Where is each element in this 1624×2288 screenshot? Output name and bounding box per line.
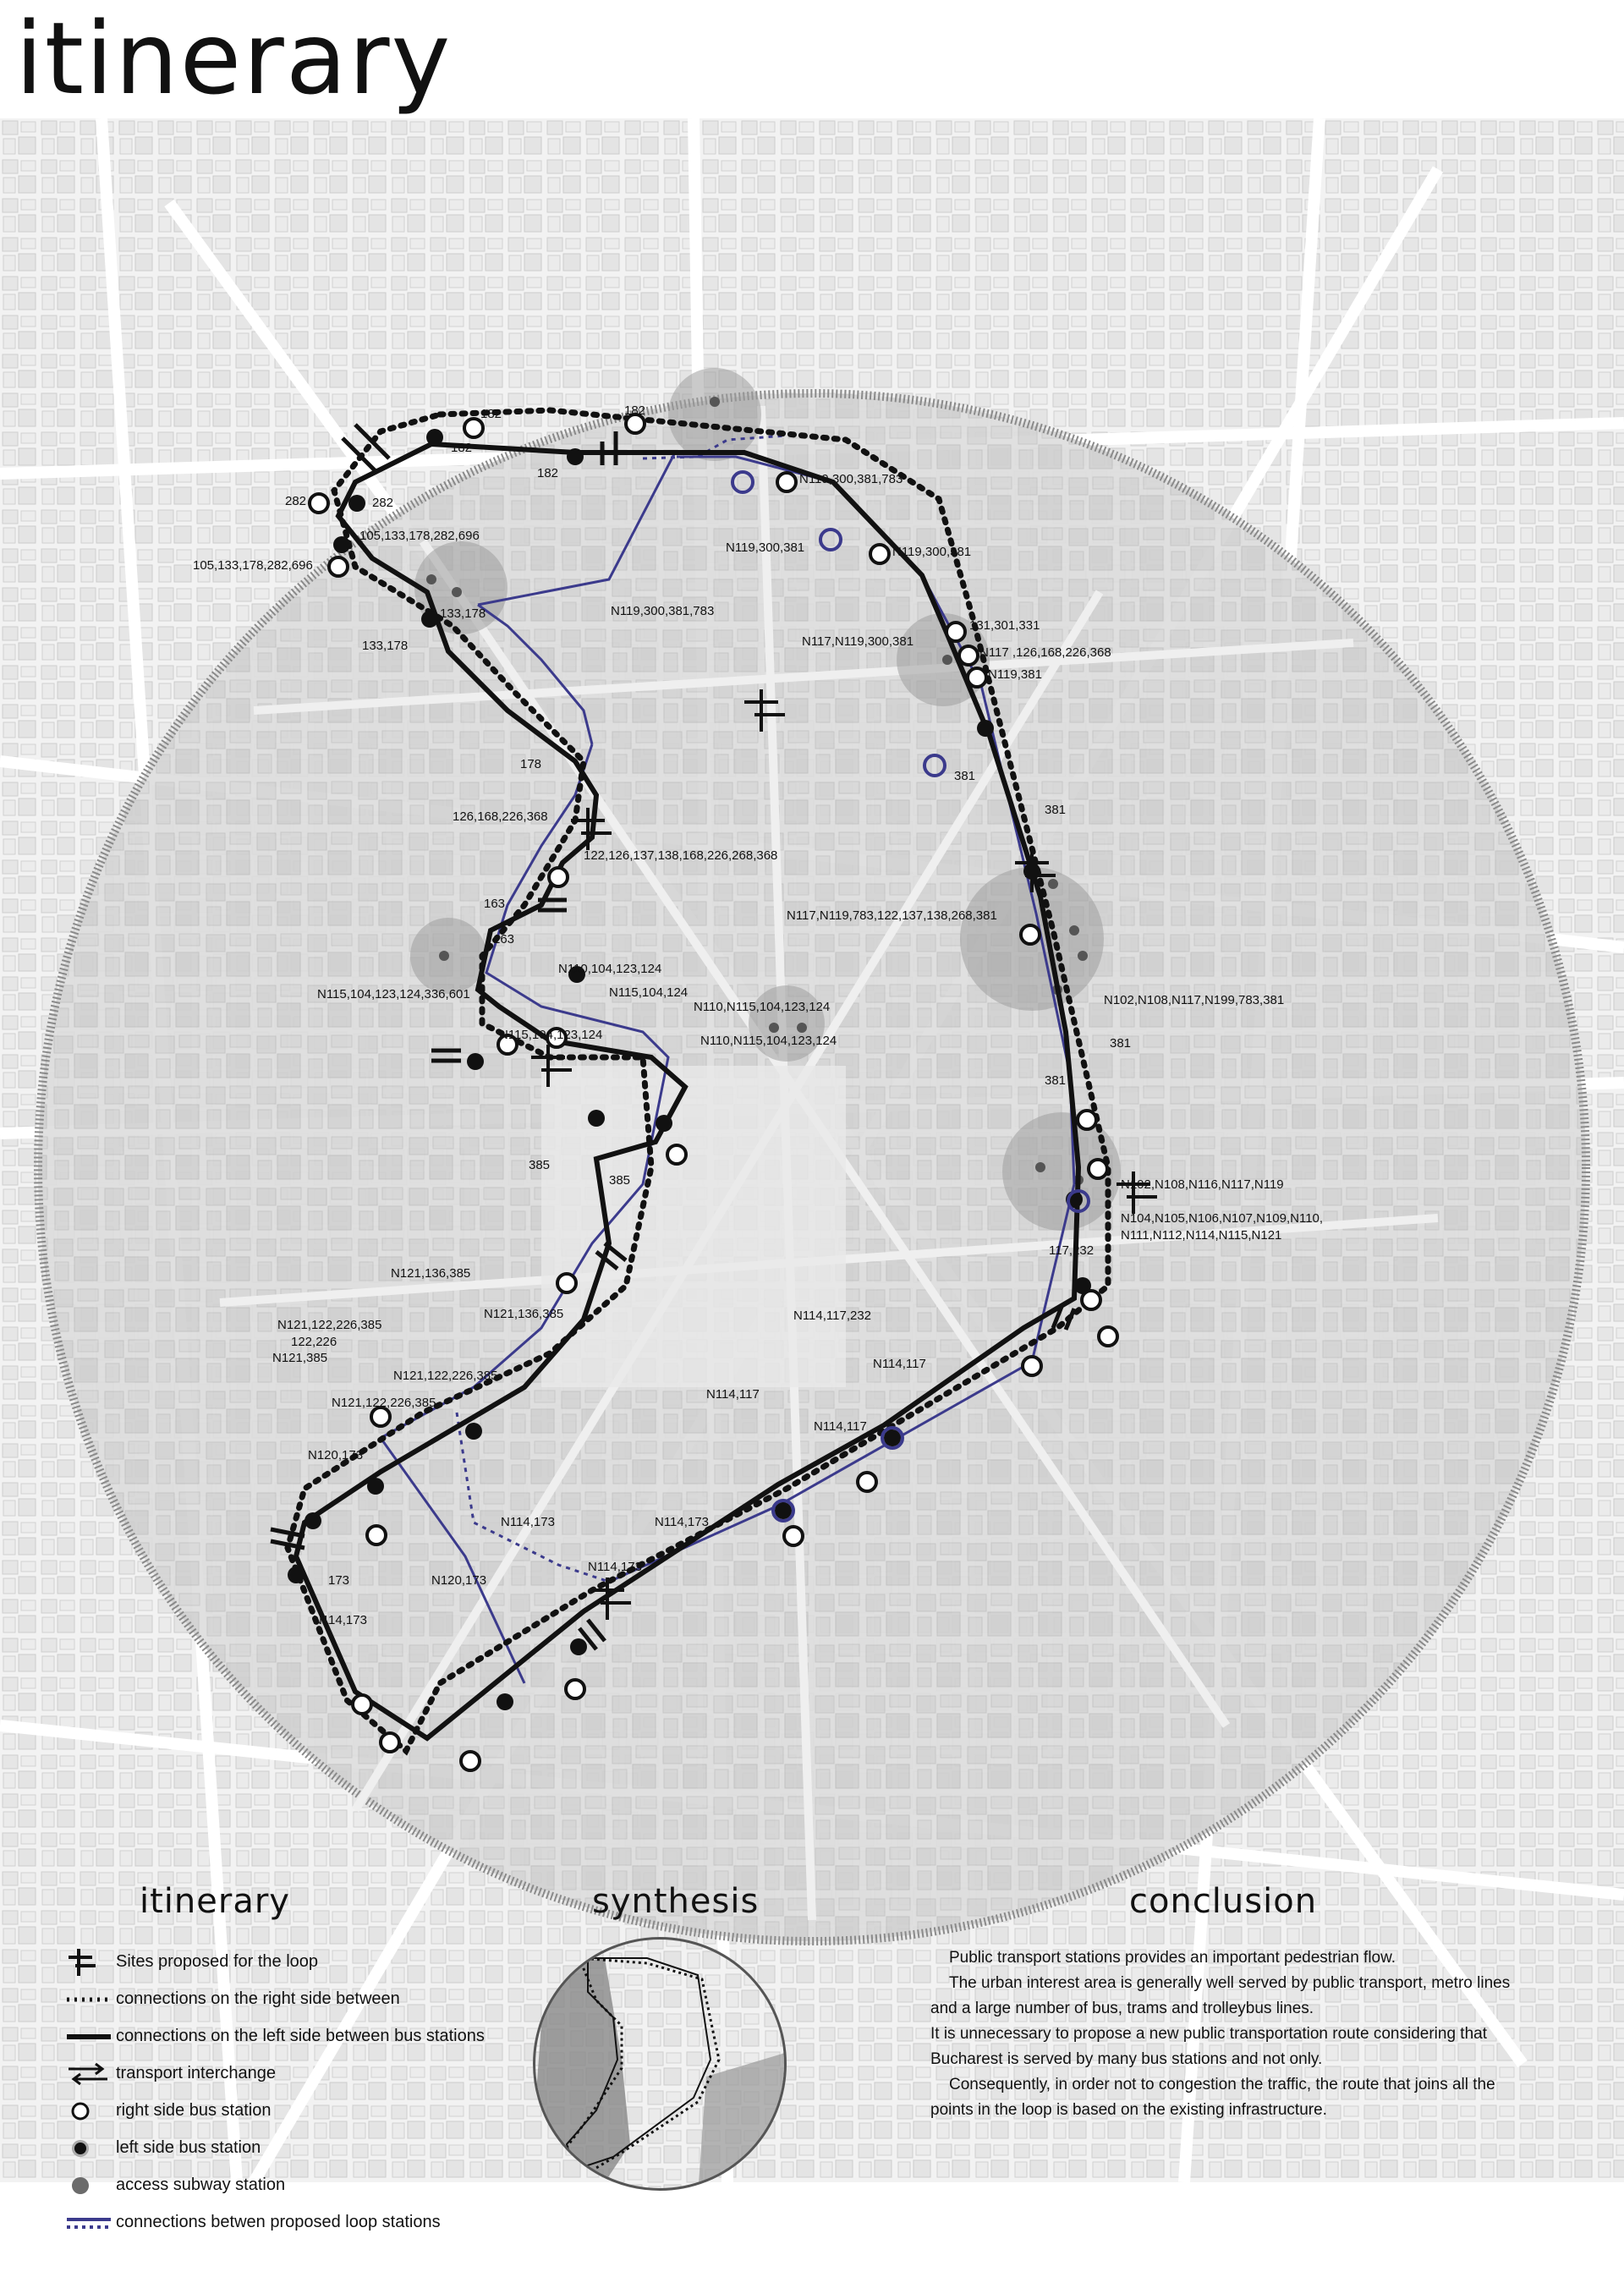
blue-line-icon (63, 2206, 114, 2240)
legend-item: connections on the left side between bus stations (63, 2020, 537, 2054)
map-label: 381 (1045, 1073, 1067, 1088)
page-title: itinerary (15, 0, 453, 117)
map-label: N114,173 (655, 1515, 709, 1529)
synthesis-title: synthesis (592, 1882, 760, 1921)
map-label: 182 (537, 466, 559, 480)
map-label: 182 (451, 441, 473, 455)
map-label: 163 (484, 897, 506, 911)
map-label: N110,104,123,124 (558, 962, 662, 976)
map-label: N104,N105,N106,N107,N109,N110, (1121, 1211, 1324, 1226)
legend-item: connections on the right side between (63, 1983, 537, 2016)
map-label: N114,117 (814, 1419, 867, 1434)
legend-item: Sites proposed for the loop (63, 1945, 537, 1979)
map-label: N121,136,385 (391, 1266, 471, 1281)
gray-circle-icon (63, 2169, 114, 2203)
map-label: 131,301,331 (969, 618, 1040, 633)
legend-item: left side bus station (63, 2132, 537, 2165)
map-label: N114,173 (501, 1515, 555, 1529)
map-label: 385 (609, 1173, 631, 1188)
map-label: N115,104,123,124,336,601 (317, 987, 470, 1001)
map-label: 122,226 (291, 1335, 337, 1349)
map-label: 178 (520, 757, 542, 771)
legend-item: access subway station (63, 2169, 537, 2203)
map-label: N110,N115,104,123,124 (700, 1034, 837, 1048)
map-label: 381 (1110, 1036, 1132, 1051)
map-label: 182 (624, 403, 646, 418)
park-area (541, 1066, 846, 1387)
map-label: N121,385 (272, 1351, 328, 1365)
map-label: N120,173 (431, 1573, 487, 1588)
synthesis-diagram (529, 1933, 791, 2195)
solid-line-icon (63, 2020, 114, 2054)
open-circle-icon (63, 2094, 114, 2128)
map-label: 163 (493, 932, 515, 946)
map-label: N121,136,385 (484, 1307, 564, 1321)
map-label: N114,173 (313, 1613, 367, 1627)
map-label: N119,381 (988, 667, 1042, 682)
map-label: N120,173 (308, 1448, 364, 1462)
map-label: 282 (372, 496, 394, 510)
map-label: N114,117 (706, 1387, 760, 1402)
map-label: N119,300,381 (892, 545, 972, 559)
map-label: N110,N115,104,123,124 (694, 1000, 831, 1014)
map-label: 182 (480, 407, 502, 421)
map-label: N119,300,381,783 (799, 472, 903, 486)
conclusion-paragraph: Consequently, in order not to congestion the traffic, the route that joins all the points in the loop is based on the existing infrastructure. (930, 2076, 1495, 2119)
legend-title: itinerary (140, 1882, 290, 1921)
map-label: 381 (1045, 803, 1067, 817)
map-label: N117,N119,783,122,137,138,268,381 (787, 908, 997, 923)
conclusion-paragraph: The urban interest area is generally well served by public transport, metro lines and a large number of bus, trams and trolleybus lines. (930, 1974, 1511, 2017)
map-label: 282 (285, 494, 307, 508)
map-label: N121,122,226,385 (393, 1369, 498, 1383)
map-label: N121,122,226,385 (332, 1396, 436, 1410)
filled-circle-icon (63, 2132, 114, 2165)
map-label: N117,N119,300,381 (802, 634, 914, 649)
map-label: N114,117 (873, 1357, 926, 1371)
map-label: N119,300,381 (726, 540, 805, 555)
map-label: 122,126,137,138,168,226,268,368 (584, 848, 778, 863)
conclusion-paragraph: It is unnecessary to propose a new public transportation route considering that Bucharest is served by many bus stations and not only. (930, 2025, 1487, 2068)
conclusion-text (930, 1945, 1522, 2123)
map-label: N117 ,126,168,226,368 (979, 645, 1111, 660)
map-label: N119,300,381,783 (611, 604, 715, 618)
conclusion-title: conclusion (1129, 1882, 1318, 1921)
map-label: 173 (328, 1573, 350, 1588)
legend-item: connections betwen proposed loop stations (63, 2206, 537, 2240)
map-label: N102,N108,N116,N117,N119 (1121, 1177, 1284, 1192)
map-label: N114,117,232 (793, 1309, 872, 1323)
interchange-arrows-icon (63, 2057, 114, 2091)
legend-item: transport interchange (63, 2057, 537, 2091)
map-label: 105,133,178,282,696 (193, 558, 313, 573)
dotted-line-icon (63, 1983, 114, 2016)
loop-site-icon (63, 1945, 114, 1979)
map-label: N115,104,123,124 (499, 1028, 603, 1042)
map-label: N121,122,226,385 (277, 1318, 382, 1332)
conclusion-paragraph: Public transport stations provides an important pedestrian flow. (949, 1949, 1396, 1967)
map-label: N102,N108,N117,N199,783,381 (1104, 993, 1285, 1007)
legend-item: right side bus station (63, 2094, 537, 2128)
map-label: N111,N112,N114,N115,N121 (1121, 1228, 1282, 1243)
map-label: N114,173 (588, 1560, 642, 1574)
map-label: 117,232 (1049, 1243, 1095, 1258)
map-label: 133,178 (362, 639, 409, 653)
map-label: N115,104,124 (609, 985, 689, 1000)
map-label: 105,133,178,282,696 (359, 529, 480, 543)
map-label: 133,178 (440, 606, 486, 621)
map-label: 385 (529, 1158, 551, 1172)
map-label: 126,168,226,368 (453, 809, 548, 824)
map-label: 381 (954, 769, 976, 783)
